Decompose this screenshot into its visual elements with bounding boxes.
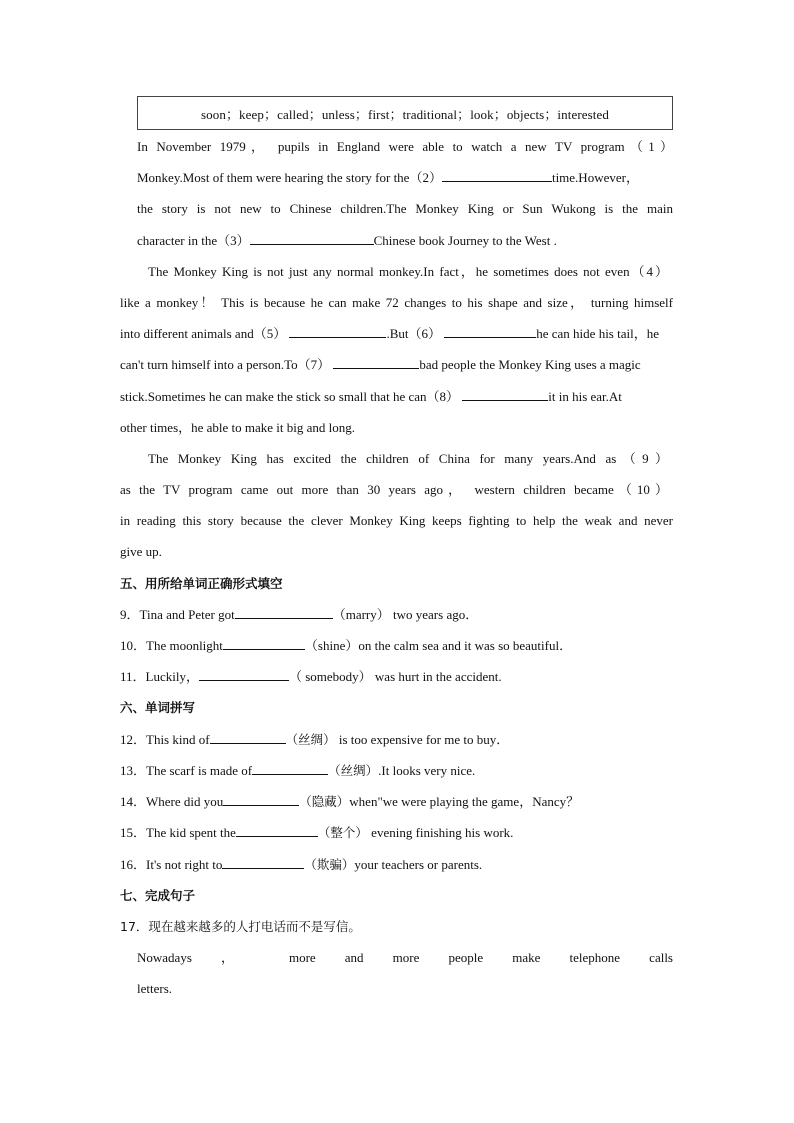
passage-text: .But（6）	[386, 326, 441, 341]
question-text: 11．Luckily，	[120, 669, 199, 684]
passage-text: he can hide his tail，he	[536, 326, 659, 341]
question-text: 16．It's not right to	[120, 857, 223, 872]
question-text: your teachers or parents.	[354, 857, 483, 872]
section6-heading: 六、单词拼写	[120, 700, 196, 715]
word-bank-text: soon；keep；called；unless；first；traditional；look；objects；interested	[201, 106, 609, 122]
blank-3[interactable]	[250, 231, 374, 245]
question-text: was hurt in the accident.	[371, 669, 502, 684]
passage-p3-line2: as the TV program came out more than 30 years ago， western children became（10）	[120, 482, 668, 497]
answer-blank-9[interactable]	[235, 605, 333, 619]
passage-text: into different animals and（5）	[120, 326, 287, 341]
question-17-english-cont: letters.	[137, 981, 173, 996]
passage-p2-line5	[120, 387, 622, 407]
question-text: on the calm sea and it was so beautiful．	[358, 638, 573, 653]
question-text: evening finishing his work.	[367, 825, 514, 840]
question-text: 13．The scarf is made of	[120, 763, 253, 778]
hint-text: （ somebody）	[288, 669, 372, 684]
passage-p2-line1: The Monkey King is not just any normal monkey.In fact，he sometimes does not even（4）	[148, 264, 668, 279]
question-text: 12．This kind of	[120, 732, 210, 747]
hint-text: （丝绸）	[328, 763, 379, 778]
passage-p2-line4	[120, 355, 641, 375]
answer-blank-14[interactable]	[223, 792, 299, 806]
answer-blank-10[interactable]	[223, 636, 305, 650]
blank-5[interactable]	[289, 324, 386, 338]
question-10	[120, 636, 572, 656]
passage-text: it in his ear.At	[548, 389, 622, 404]
passage-text: Chinese book Journey to the West .	[373, 233, 557, 248]
question-text: is too expensive for me to buy．	[335, 732, 510, 747]
blank-6[interactable]	[444, 324, 536, 338]
passage-text: Monkey.Most of them were hearing the story for the（2）	[137, 170, 442, 185]
passage-text: character in the（3）	[137, 233, 250, 248]
question-17-chinese: 17．现在越来越多的人打电话而不是写信。	[120, 919, 361, 934]
answer-blank-13[interactable]	[252, 761, 328, 775]
passage-p1-line2	[137, 168, 639, 188]
question-12	[120, 730, 509, 750]
answer-blank-11[interactable]	[199, 667, 289, 681]
question-text: two years ago．	[389, 607, 479, 622]
question-13	[120, 761, 475, 781]
question-15	[120, 823, 513, 843]
question-16	[120, 855, 482, 875]
blank-7[interactable]	[333, 355, 419, 369]
passage-text: time.However，	[551, 170, 639, 185]
question-11	[120, 667, 502, 687]
answer-blank-12[interactable]	[210, 730, 286, 744]
passage-p1-line1: In November 1979， pupils in England were able to watch a new TV program（1）	[137, 139, 673, 154]
passage-p2-line2: like a monkey！ This is because he can make 72 changes to his shape and size， turning himself	[120, 295, 673, 310]
question-text: 10．The moonlight	[120, 638, 223, 653]
question-9	[120, 605, 478, 625]
passage-p3-line3: in reading this story because the clever Monkey King keeps fighting to help the weak and never	[120, 513, 673, 528]
question-text: when"we were playing the game，Nancy？	[349, 794, 580, 809]
word-bank-box	[137, 96, 673, 130]
passage-text: bad people the Monkey King uses a magic	[419, 357, 641, 372]
passage-p1-line4	[137, 231, 557, 251]
passage-p2-line6: other times，he able to make it big and long.	[120, 420, 356, 435]
answer-blank-16[interactable]	[222, 855, 304, 869]
section7-heading: 七、完成句子	[120, 888, 196, 903]
hint-text: （整个）	[317, 825, 368, 840]
blank-2[interactable]	[442, 168, 552, 182]
passage-p2-line3	[120, 324, 659, 344]
passage-p3-line4: give up.	[120, 544, 162, 559]
passage-text: stick.Sometimes he can make the stick so small that he can（8）	[120, 389, 460, 404]
passage-p3-line1: The Monkey King has excited the children of China for many years.And as（9）	[148, 451, 668, 466]
passage-text: can't turn himself into a person.To（7）	[120, 357, 331, 372]
question-text: 15．The kid spent the	[120, 825, 236, 840]
question-14	[120, 792, 579, 812]
blank-8[interactable]	[462, 387, 548, 401]
hint-text: （丝绸）	[285, 732, 336, 747]
hint-text: （shine）	[304, 638, 359, 653]
answer-blank-15[interactable]	[236, 823, 318, 837]
question-text: 14．Where did you	[120, 794, 224, 809]
question-text: .It looks very nice.	[378, 763, 476, 778]
question-text: 9．Tina and Peter got	[120, 607, 235, 622]
hint-text: （欺骗）	[304, 857, 355, 872]
section5-heading: 五、用所给单词正确形式填空	[120, 576, 283, 591]
question-17-english: Nowadays ， more and more people make telephone calls	[137, 950, 673, 965]
hint-text: （marry）	[332, 607, 390, 622]
hint-text: （隐藏）	[299, 794, 350, 809]
passage-p1-line3: the story is not new to Chinese children.The Monkey King or Sun Wukong is the main	[137, 201, 673, 216]
